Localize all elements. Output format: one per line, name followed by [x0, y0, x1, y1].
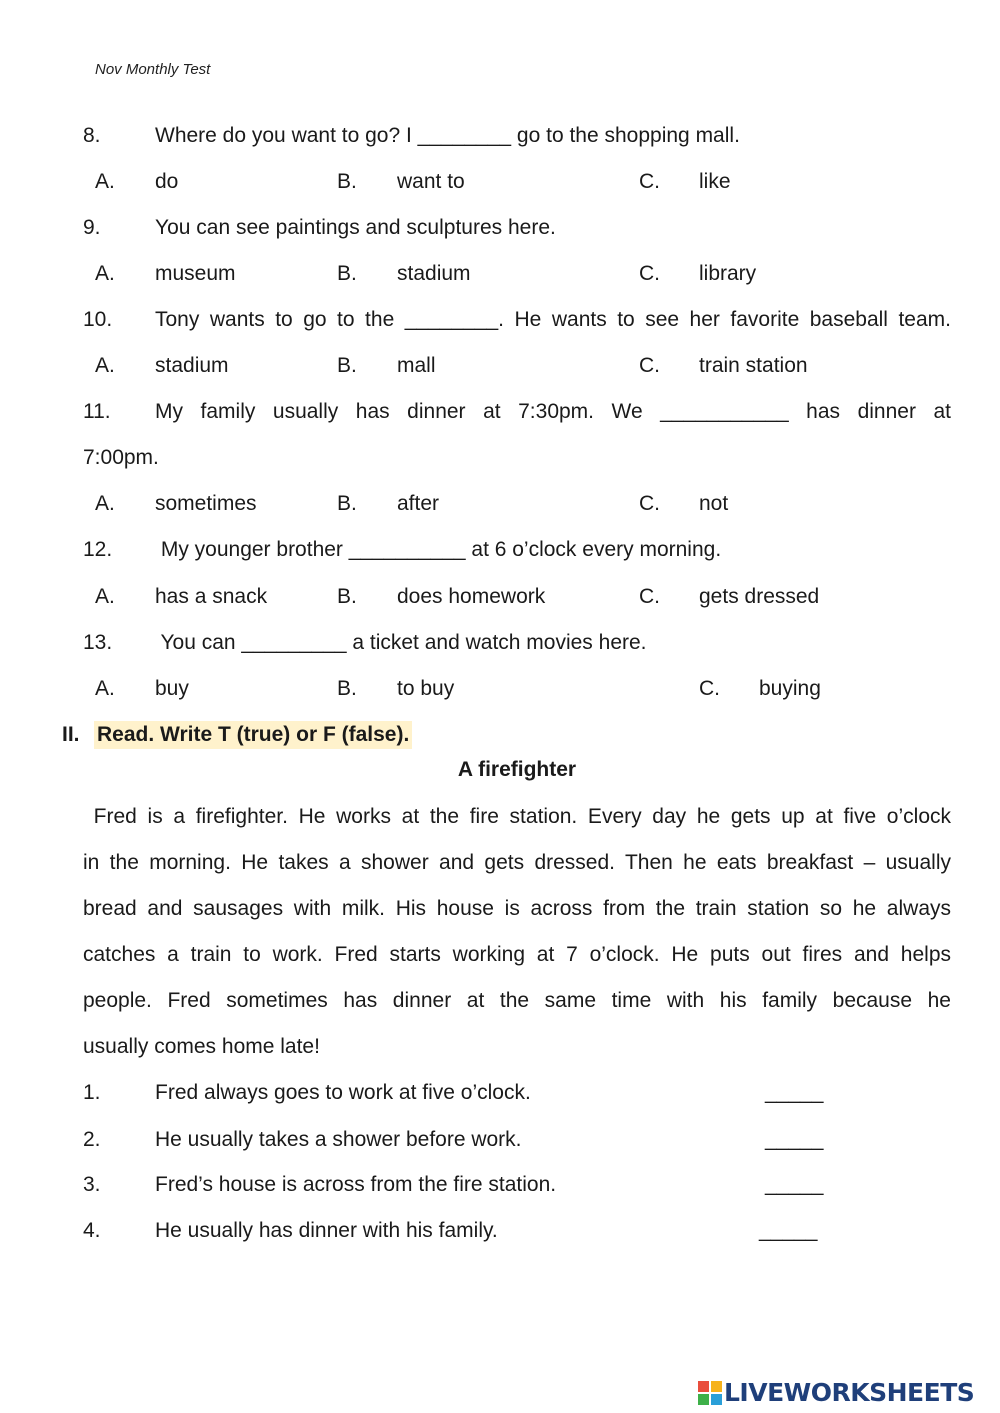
answer-blank-2[interactable]: _____ [765, 1128, 824, 1151]
liveworksheets-logo[interactable] [698, 1378, 974, 1407]
question-number: 9. [83, 216, 101, 239]
question-text: You can see paintings and sculptures here. [155, 216, 556, 239]
statement-text: He usually has dinner with his family. [155, 1219, 498, 1242]
paragraph-line: catches a train to work. Fred starts working at 7 o’clock. He puts out fires and helps [83, 943, 951, 966]
question-text: You can _________ a ticket and watch movies here. [155, 631, 647, 654]
paragraph-line: in the morning. He takes a shower and gets dressed. Then he eats breakfast – usually [83, 851, 951, 874]
logo-text: LIVEWORKSHEETS [724, 1378, 975, 1407]
question-text: Where do you want to go? I ________ go to the shopping mall. [155, 124, 740, 147]
paragraph-line: usually comes home late! [83, 1035, 320, 1058]
option-text: buy [155, 677, 189, 700]
option-letter: C. [639, 585, 660, 608]
option-text: not [699, 492, 729, 515]
option-text: has a snack [155, 585, 268, 608]
option-letter: C. [639, 262, 660, 285]
answer-blank-3[interactable]: _____ [765, 1173, 824, 1196]
statement-text: Fred always goes to work at five o’clock. [155, 1081, 531, 1104]
option-text: after [397, 492, 440, 515]
statement-number: 2. [83, 1128, 101, 1151]
option-text: do [155, 170, 179, 193]
logo-icon [698, 1381, 722, 1405]
option-letter: A. [95, 262, 115, 285]
statement-number: 1. [83, 1081, 101, 1104]
paragraph-line: Fred is a firefighter. He works at the fire station. Every day he gets up at five o’clock [83, 805, 951, 828]
option-letter: A. [95, 585, 115, 608]
option-letter: B. [337, 492, 357, 515]
option-text: sometimes [155, 492, 257, 515]
question-number: 13. [83, 631, 113, 654]
option-letter: C. [639, 492, 660, 515]
question-number: 11. [83, 400, 111, 423]
story-title: A firefighter [457, 758, 577, 781]
question-text: My family usually has dinner at 7:30pm. We ___________ has dinner at [155, 400, 951, 423]
question-number: 10. [83, 308, 113, 331]
logo-square-blue [711, 1394, 722, 1405]
option-letter: B. [337, 677, 357, 700]
option-text: gets dressed [699, 585, 820, 608]
page-header: Nov Monthly Test [95, 61, 211, 78]
option-letter: B. [337, 170, 357, 193]
logo-square-yellow [711, 1381, 722, 1392]
option-letter: A. [95, 354, 115, 377]
option-text: museum [155, 262, 236, 285]
option-text: to buy [397, 677, 455, 700]
option-letter: C. [699, 677, 720, 700]
section-number: II. [62, 723, 80, 746]
option-letter: A. [95, 492, 115, 515]
statement-text: Fred’s house is across from the fire station. [155, 1173, 557, 1196]
paragraph-line: bread and sausages with milk. His house is across from the train station so he always [83, 897, 951, 920]
paragraph-line: people. Fred sometimes has dinner at the same time with his family because he [83, 989, 951, 1012]
statement-number: 4. [83, 1219, 101, 1242]
question-text: Tony wants to go to the ________. He wants to see her favorite baseball team. [155, 308, 951, 331]
option-text: mall [397, 354, 436, 377]
question-text-line-2: 7:00pm. [83, 446, 159, 469]
option-text: train station [699, 354, 808, 377]
option-text: want to [397, 170, 465, 193]
option-text: does homework [397, 585, 546, 608]
option-letter: A. [95, 677, 115, 700]
option-text: stadium [397, 262, 471, 285]
option-text: buying [759, 677, 821, 700]
option-text: library [699, 262, 757, 285]
option-letter: C. [639, 170, 660, 193]
logo-square-red [698, 1381, 709, 1392]
option-letter: A. [95, 170, 115, 193]
question-text: My younger brother __________ at 6 o’clock every morning. [155, 538, 722, 561]
question-number: 12. [83, 538, 113, 561]
logo-square-green [698, 1394, 709, 1405]
option-letter: B. [337, 585, 357, 608]
statement-number: 3. [83, 1173, 101, 1196]
option-text: stadium [155, 354, 229, 377]
option-letter: B. [337, 262, 357, 285]
question-number: 8. [83, 124, 101, 147]
statement-text: He usually takes a shower before work. [155, 1128, 522, 1151]
option-letter: C. [639, 354, 660, 377]
option-letter: B. [337, 354, 357, 377]
answer-blank-1[interactable]: _____ [765, 1081, 824, 1104]
answer-blank-4[interactable]: _____ [759, 1219, 818, 1242]
option-text: like [699, 170, 731, 193]
section-instruction: Read. Write T (true) or F (false). [94, 721, 412, 749]
